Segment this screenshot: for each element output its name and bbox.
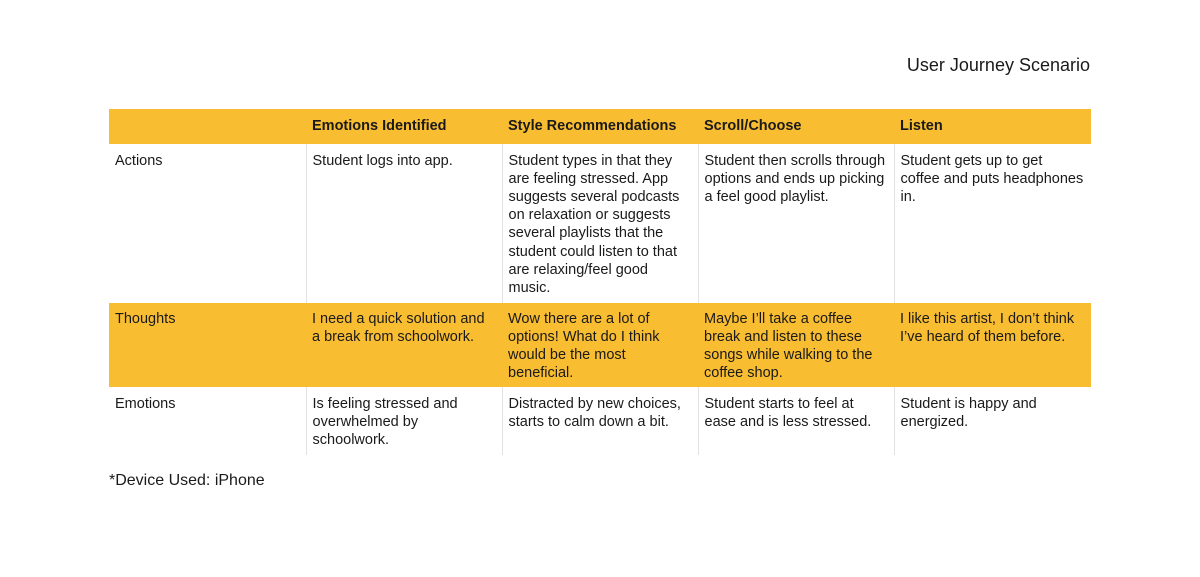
table-cell: Student is happy and energized. bbox=[894, 387, 1091, 455]
page-title: User Journey Scenario bbox=[906, 55, 1090, 75]
header-listen: Listen bbox=[900, 118, 943, 134]
header-style-recommendations: Style Recommendations bbox=[508, 118, 677, 134]
table-cell: Distracted by new choices, starts to calm down a bit. bbox=[502, 387, 698, 455]
table-cell: I like this artist, I don’t think I’ve heard of them before. bbox=[900, 310, 1075, 345]
row-label-emotions: Emotions bbox=[115, 395, 176, 412]
header-corner bbox=[109, 109, 306, 144]
row-label-thoughts: Thoughts bbox=[115, 310, 176, 327]
table-cell: Student logs into app. bbox=[306, 144, 502, 302]
table-cell: Student gets up to get coffee and puts headphones in. bbox=[894, 144, 1091, 302]
table-cell: Student starts to feel at ease and is less stressed. bbox=[698, 387, 894, 455]
table-cell: Maybe I’ll take a coffee break and listen to these songs while walking to the coffee shop. bbox=[704, 310, 873, 382]
row-label-actions: Actions bbox=[115, 152, 163, 169]
table-cell: I need a quick solution and a break from schoolwork. bbox=[312, 310, 485, 345]
device-footnote: *Device Used: iPhone bbox=[109, 472, 265, 489]
table-cell: Student types in that they are feeling stressed. App suggests several podcasts on relaxation or suggests several playlists that the student could listen to that are relaxing/feel good music. bbox=[502, 144, 698, 302]
table-cell: Is feeling stressed and overwhelmed by schoolwork. bbox=[306, 387, 502, 455]
table-row-actions bbox=[109, 144, 1091, 302]
table-row-thoughts bbox=[109, 302, 1091, 387]
header-scroll-choose: Scroll/Choose bbox=[704, 118, 802, 134]
header-emotions-identified: Emotions Identified bbox=[312, 118, 447, 134]
user-journey-table bbox=[109, 109, 1091, 455]
table-cell: Wow there are a lot of options! What do I think would be the most beneficial. bbox=[508, 310, 660, 382]
table-cell: Student then scrolls through options and ends up picking a feel good playlist. bbox=[698, 144, 894, 302]
table-header-row bbox=[109, 109, 1091, 144]
table-row-emotions bbox=[109, 387, 1091, 455]
